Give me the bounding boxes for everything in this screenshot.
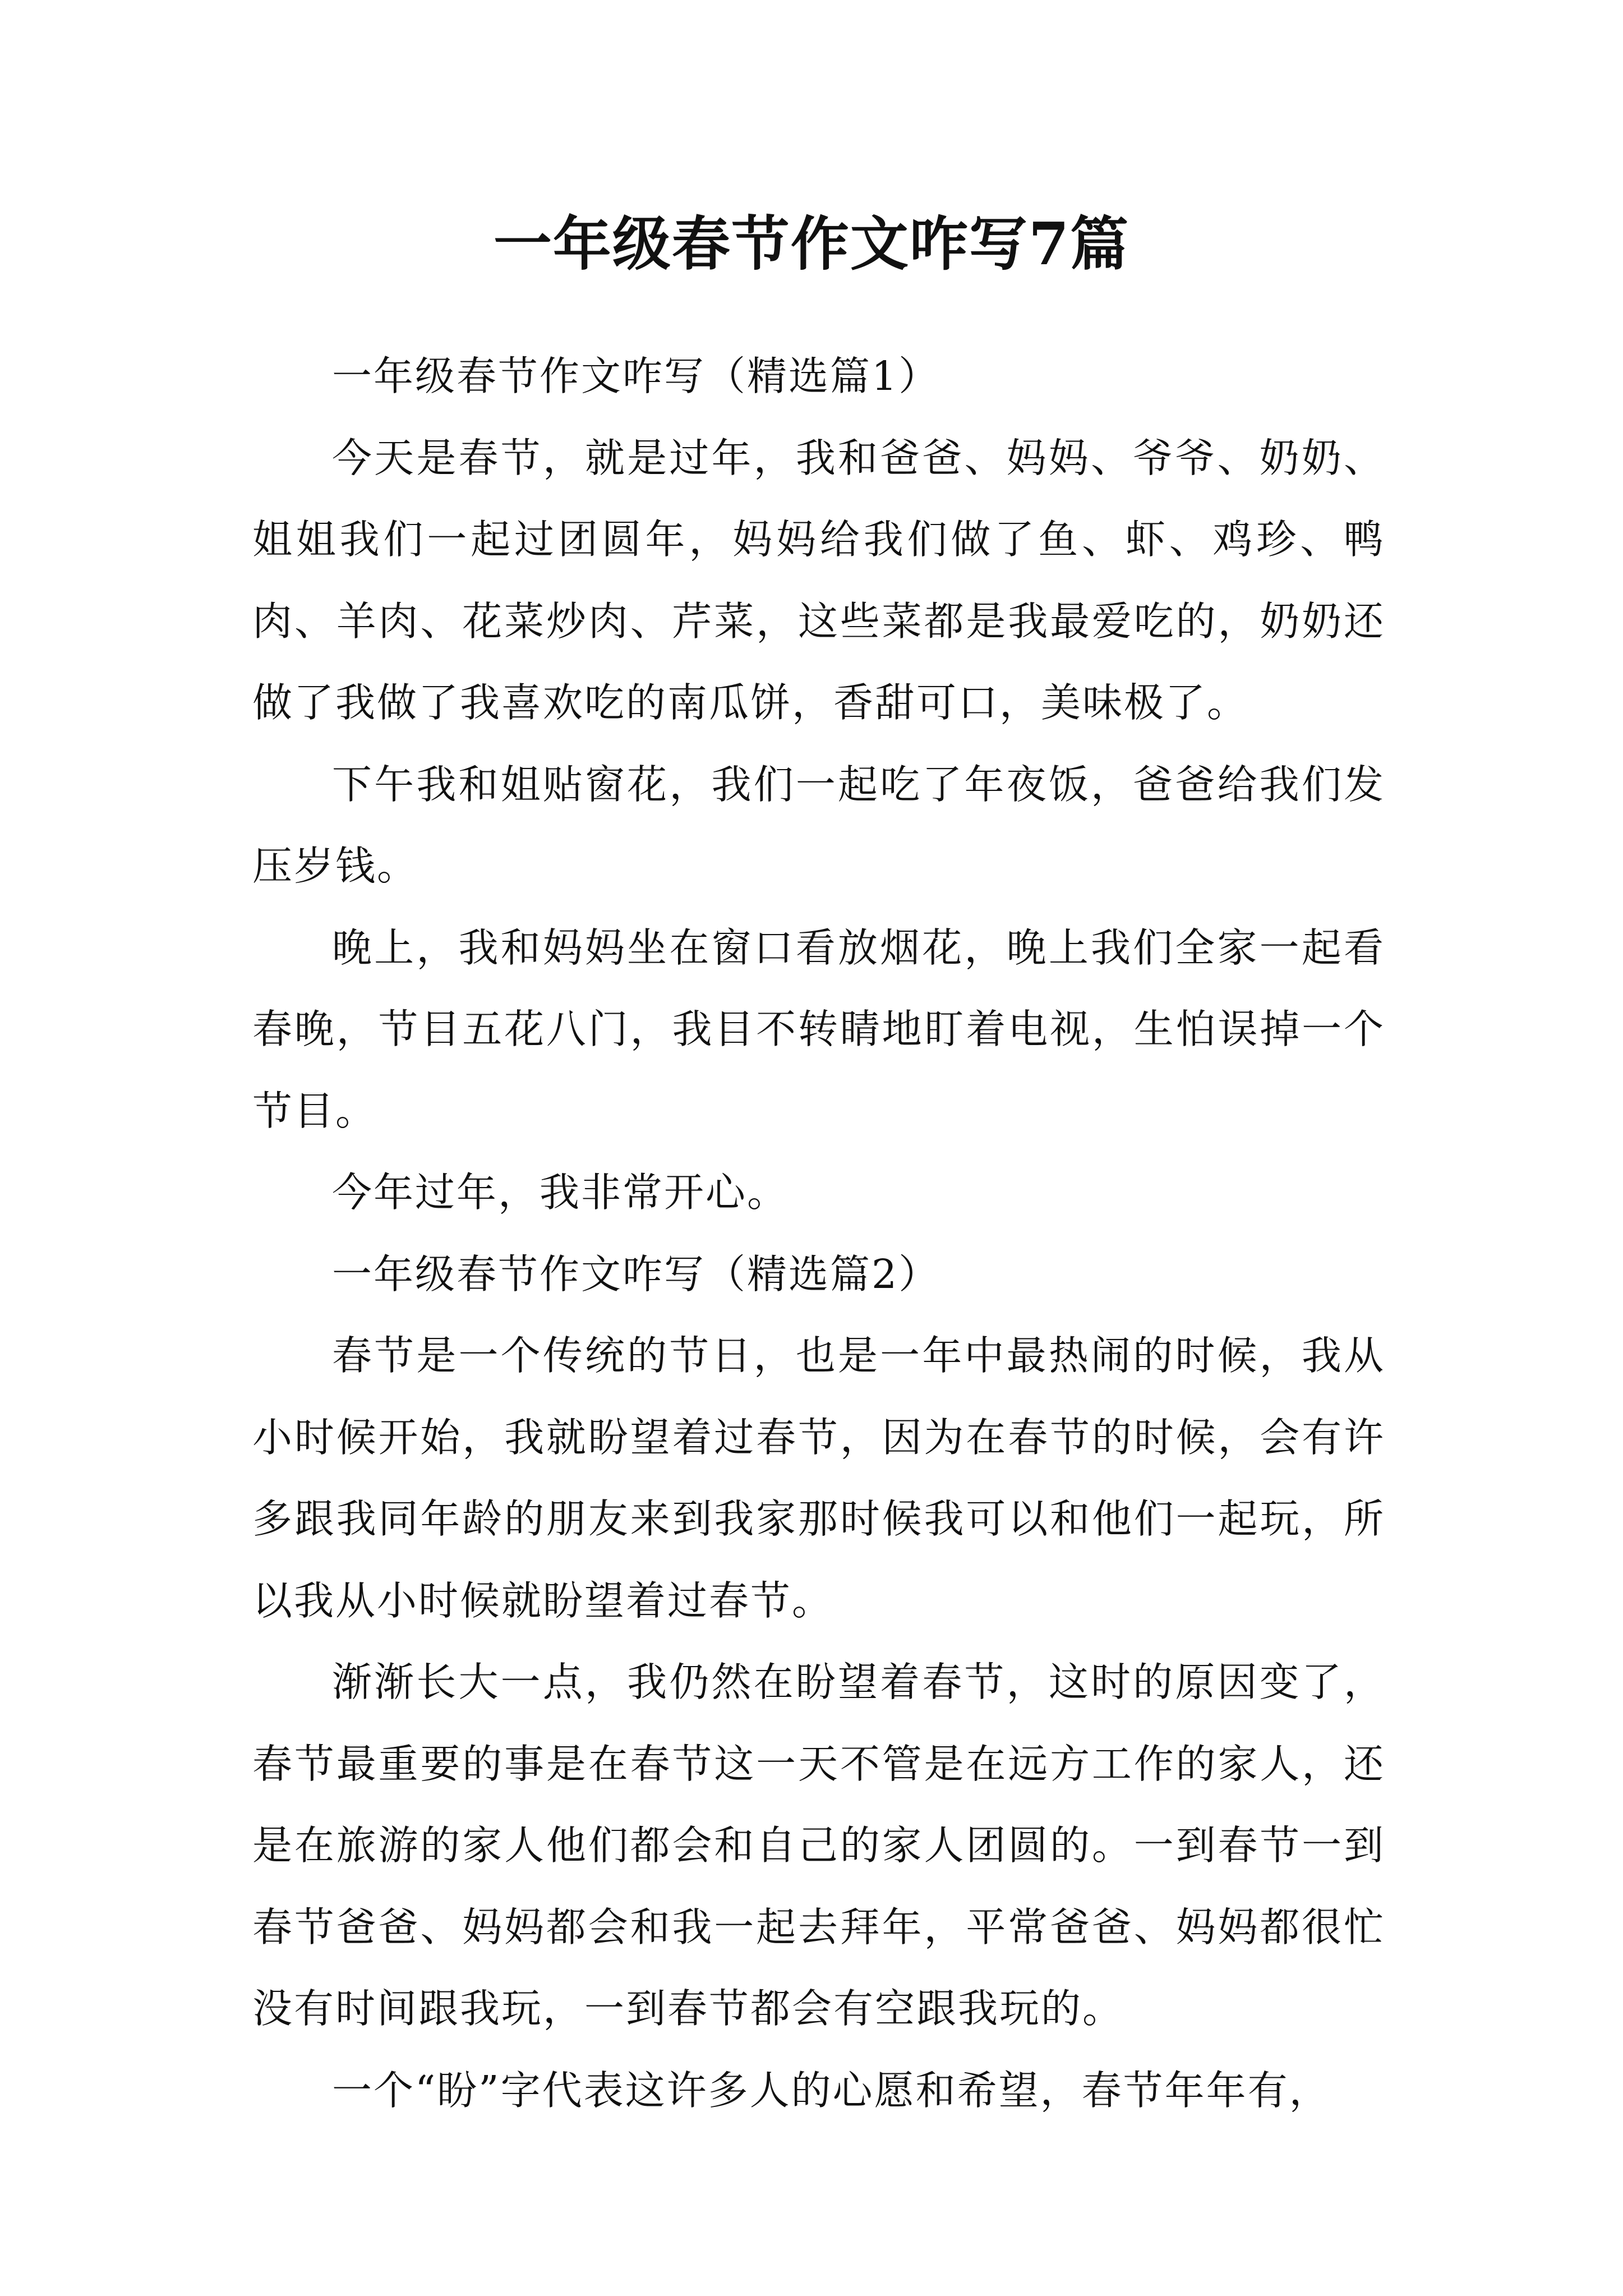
paragraph: 晚上，我和妈妈坐在窗口看放烟花，晚上我们全家一起看春晚，节目五花八门，我目不转睛地盯着电视，生怕误掉一个节目。 [252,924,1385,1134]
section-heading: 一年级春节作文咋写（精选篇2） [332,1250,940,1297]
section-heading: 一年级春节作文咋写（精选篇1） [332,353,940,399]
paragraph: 渐渐长大一点，我仍然在盼望着春节，这时的原因变了，春节最重要的事是在春节这一天不管是在远方工作的家人，还是在旅游的家人他们都会和自己的家人团圆的。一到春节一到春节爸爸、妈妈都会和我一起去拜年，平常爸爸、妈妈都很忙没有时间跟我玩，一到春节都会有空跟我玩的。 [252,1659,1385,2032]
document-title: 一年级春节作文咋写7篇 [493,209,1130,278]
paragraph: 今天是春节，就是过年，我和爸爸、妈妈、爷爷、奶奶、姐姐我们一起过团圆年，妈妈给我们做了鱼、虾、鸡珍、鸭肉、羊肉、花菜炒肉、芹菜，这些菜都是我最爱吃的，奶奶还做了我做了我喜欢吃的南瓜饼，香甜可口，美味极了。 [252,434,1385,726]
paragraph: 今年过年，我非常开心。 [332,1169,789,1216]
paragraph: 春节是一个传统的节日，也是一年中最热闹的时候，我从小时候开始，我就盼望着过春节，因为在春节的时候，会有许多跟我同年龄的朋友来到我家那时候我可以和他们一起玩，所以我从小时候就盼望着过春节。 [252,1332,1385,1624]
document-body [252,335,1385,2131]
paragraph: 一个“盼”字代表这许多人的心愿和希望，春节年年有， [332,2067,1331,2114]
paragraph: 下午我和姐贴窗花，我们一起吃了年夜饭，爸爸给我们发压岁钱。 [252,761,1385,889]
